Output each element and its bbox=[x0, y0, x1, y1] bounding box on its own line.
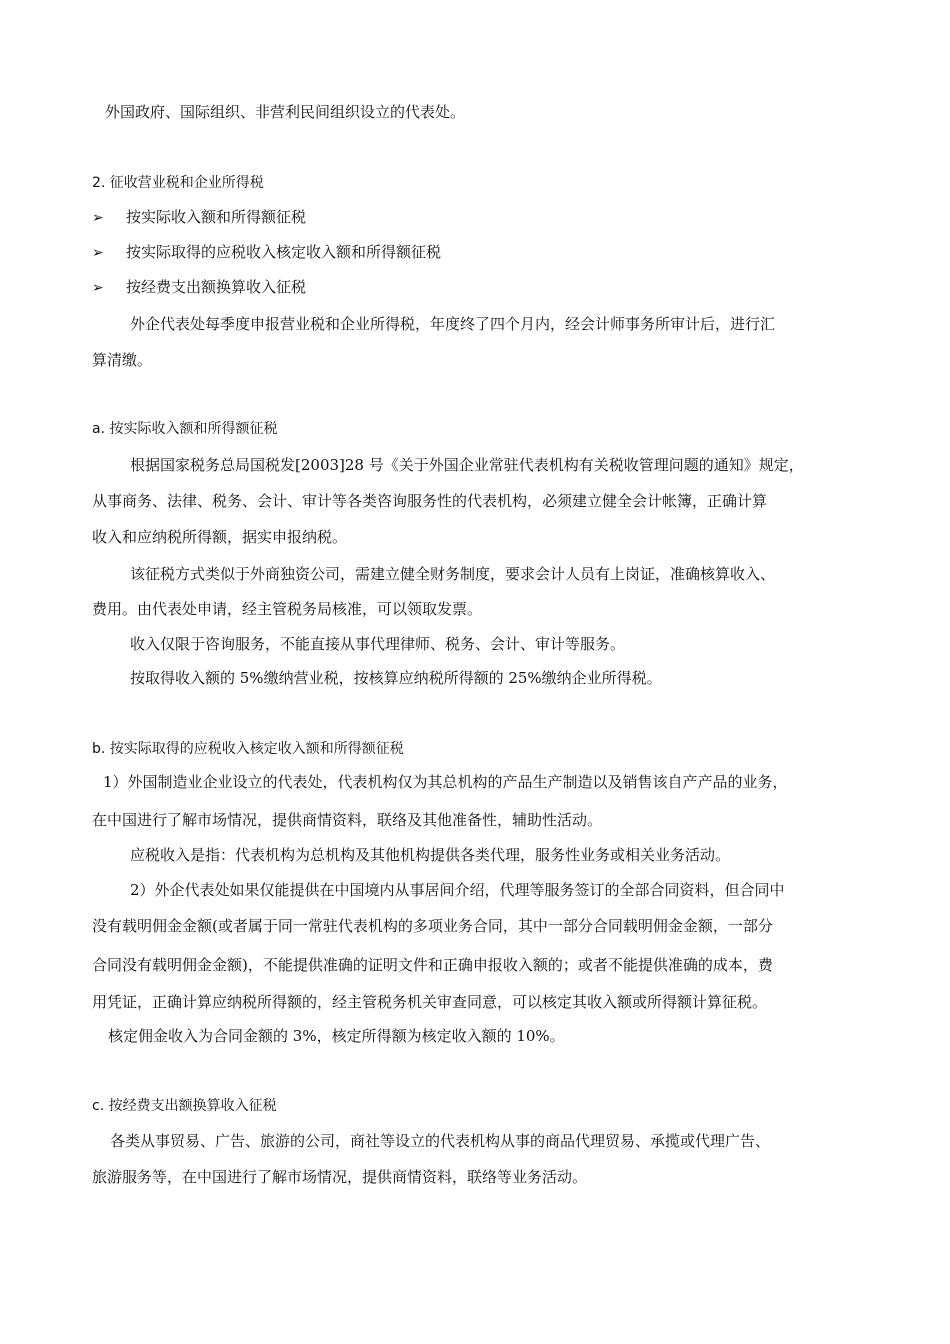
paragraph-line: 费用。由代表处申请，经主管税务局核准，可以领取发票。 bbox=[92, 600, 483, 618]
paragraph-line: 1）外国制造业企业设立的代表处，代表机构仅为其总机构的产品生产制造以及销售该自产产品的业务， bbox=[103, 773, 788, 791]
paragraph-line: 用凭证，正确计算应纳税所得额的，经主管税务机关审查同意，可以核定其收入额或所得额计算征税。 bbox=[92, 993, 768, 1011]
section-a-heading: a. 按实际收入额和所得额征税 bbox=[92, 421, 278, 437]
paragraph-line: 外企代表处每季度申报营业税和企业所得税，年度终了四个月内，经会计师事务所审计后，进行汇 bbox=[130, 315, 776, 333]
paragraph-line: 收入和应纳税所得额，据实申报纳税。 bbox=[92, 528, 348, 546]
arrow-bullet-icon: ➢ bbox=[92, 245, 104, 261]
paragraph-line: 2）外企代表处如果仅能提供在中国境内从事居间介绍，代理等服务签订的全部合同资料，但合同中 bbox=[130, 881, 785, 899]
section-2-heading: 2. 征收营业税和企业所得税 bbox=[92, 175, 264, 191]
bullet-item: ➢ 按实际收入额和所得额征税 bbox=[92, 208, 307, 226]
paragraph-line: 该征税方式类似于外商独资公司，需建立健全财务制度，要求会计人员有上岗证，准确核算收入、 bbox=[130, 565, 776, 583]
paragraph-line: 根据国家税务总局国税发[2003]28 号《关于外国企业常驻代表机构有关税收管理问题的通知》规定， bbox=[130, 456, 804, 474]
paragraph-line: 收入仅限于咨询服务，不能直接从事代理律师、税务、会计、审计等服务。 bbox=[130, 635, 626, 653]
paragraph-line: 从事商务、法律、税务、会计、审计等各类咨询服务性的代表机构，必须建立健全会计帐簿，正确计算 bbox=[92, 492, 768, 510]
paragraph-line: 在中国进行了解市场情况，提供商情资料，联络及其他准备性，辅助性活动。 bbox=[92, 811, 603, 829]
section-c-heading: c. 按经费支出额换算收入征税 bbox=[92, 1098, 277, 1114]
arrow-bullet-icon: ➢ bbox=[92, 280, 104, 296]
paragraph-line: 核定佣金收入为合同金额的 3%，核定所得额为核定收入额的 10%。 bbox=[108, 1027, 565, 1045]
paragraph-line: 按取得收入额的 5%缴纳营业税，按核算应纳税所得额的 25%缴纳企业所得税。 bbox=[130, 669, 662, 687]
paragraph-line: 旅游服务等，在中国进行了解市场情况，提供商情资料，联络等业务活动。 bbox=[92, 1168, 588, 1186]
paragraph-line: 没有载明佣金金额(或者属于同一常驻代表机构的多项业务合同，其中一部分合同载明佣金金额，一部分 bbox=[92, 917, 773, 935]
paragraph-line: 各类从事贸易、广告、旅游的公司，商社等设立的代表机构从事的商品代理贸易、承揽或代理广告、 bbox=[110, 1132, 771, 1150]
paragraph-line: 算清缴。 bbox=[92, 351, 153, 369]
bullet-item: ➢ 按经费支出额换算收入征税 bbox=[92, 278, 307, 296]
paragraph-line: 合同没有载明佣金金额)，不能提供准确的证明文件和正确申报收入额的；或者不能提供准确的成本，费 bbox=[92, 956, 773, 974]
arrow-bullet-icon: ➢ bbox=[92, 210, 104, 226]
intro-text: 外国政府、国际组织、非营利民间组织设立的代表处。 bbox=[105, 103, 466, 121]
section-b-heading: b. 按实际取得的应税收入核定收入额和所得额征税 bbox=[92, 741, 404, 757]
paragraph-line: 应税收入是指：代表机构为总机构及其他机构提供各类代理，服务性业务或相关业务活动。 bbox=[130, 846, 731, 864]
bullet-item: ➢ 按实际取得的应税收入核定收入额和所得额征税 bbox=[92, 243, 442, 261]
